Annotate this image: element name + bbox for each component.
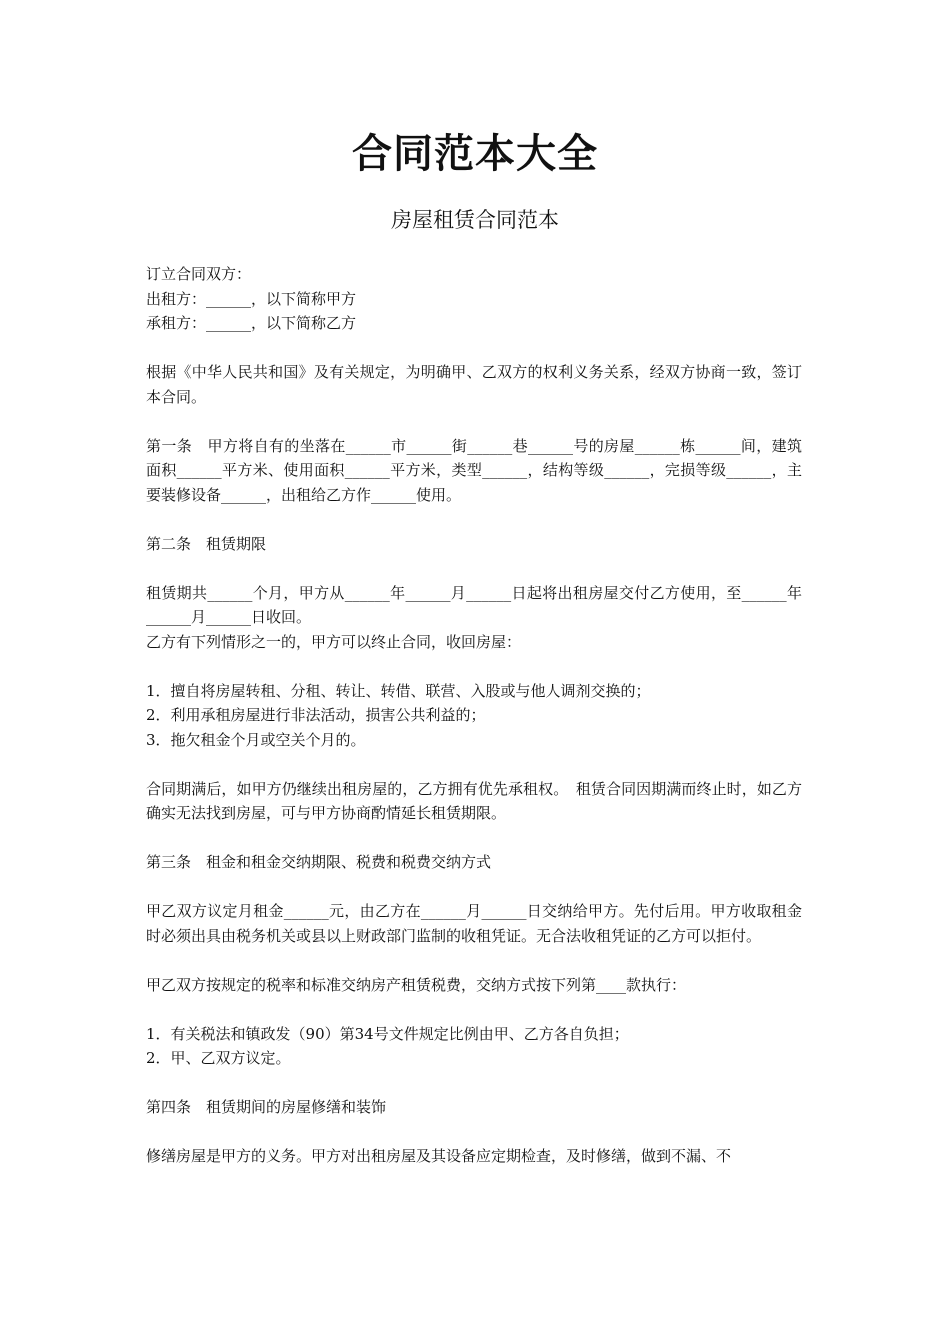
contract-paragraph: 3．拖欠租金个月或空关个月的。 [146,730,366,749]
contract-paragraph: 修缮房屋是甲方的义务。甲方对出租房屋及其设备应定期检查，及时修缮，做到不漏、不 [146,1147,732,1165]
contract-paragraph: 甲乙双方按规定的税率和标准交纳房产租赁税费，交纳方式按下列第____款执行： [146,975,687,994]
contract-paragraph: 第二条 租赁期限 [146,534,267,553]
contract-paragraph: 乙方有下列情形之一的，甲方可以终止合同，收回房屋： [146,632,522,651]
contract-paragraph: 租赁期共______个月，甲方从______年______月______日起将出租房屋交付乙方使用，至______年______月______日收回。 [146,583,802,626]
contract-paragraph: 第三条 租金和租金交纳期限、税费和税费交纳方式 [146,853,492,871]
contract-paragraph: 2．利用承租房屋进行非法活动，损害公共利益的； [146,706,486,724]
contract-paragraph: 第一条 甲方将自有的坐落在______市______街______巷______号的房屋______栋______间，建筑面积______平方米、使用面积______平方米，类型______，结构等级______，完损等级______，主要装修设备______，出租给乙方作______使用。 [146,436,802,504]
paragraph-gap [146,1120,802,1145]
contract-paragraph: 2．甲、乙双方议定。 [146,1049,291,1067]
paragraph-gap [146,752,802,777]
contract-paragraph: 1．擅自将房屋转租、分租、转让、转借、联营、入股或与他人调剂交换的； [146,681,651,700]
paragraph-gap [146,875,802,900]
contract-paragraph: 第四条 租赁期间的房屋修缮和装饰 [146,1098,387,1116]
paragraph-gap [146,507,802,532]
document-subtitle: 房屋租赁合同范本 [391,208,559,232]
contract-paragraph: 1．有关税法和镇政发（90）第34号文件规定比例由甲、乙方各自负担； [146,1024,629,1043]
paragraph-gap [146,556,802,581]
document-body [146,262,802,1169]
paragraph-gap [146,826,802,851]
contract-paragraph: 承租方：______，以下简称乙方 [146,314,357,332]
paragraph-gap [146,336,802,361]
paragraph-gap [146,409,802,434]
paragraph-gap [146,948,802,973]
paragraph-gap [146,654,802,679]
contract-paragraph: 根据《中华人民共和国》及有关规定，为明确甲、乙双方的权利义务关系，经双方协商一致，签订本合同。 [146,363,802,406]
contract-paragraph: 合同期满后，如甲方仍继续出租房屋的，乙方拥有优先承租权。 租赁合同因期满而终止时，如乙方确实无法找到房屋，可与甲方协商酌情延长租赁期限。 [146,779,802,822]
paragraph-gap [146,1071,802,1096]
contract-paragraph: 甲乙双方议定月租金______元，由乙方在______月______日交纳给甲方。先付后用。甲方收取租金时必须出具由税务机关或县以上财政部门监制的收租凭证。无合法收租凭证的乙方可以拒付。 [146,902,802,945]
contract-paragraph: 出租方：______，以下简称甲方 [146,289,357,308]
paragraph-gap [146,997,802,1022]
contract-paragraph: 订立合同双方： [146,265,252,283]
document-title: 合同范本大全 [352,130,598,177]
